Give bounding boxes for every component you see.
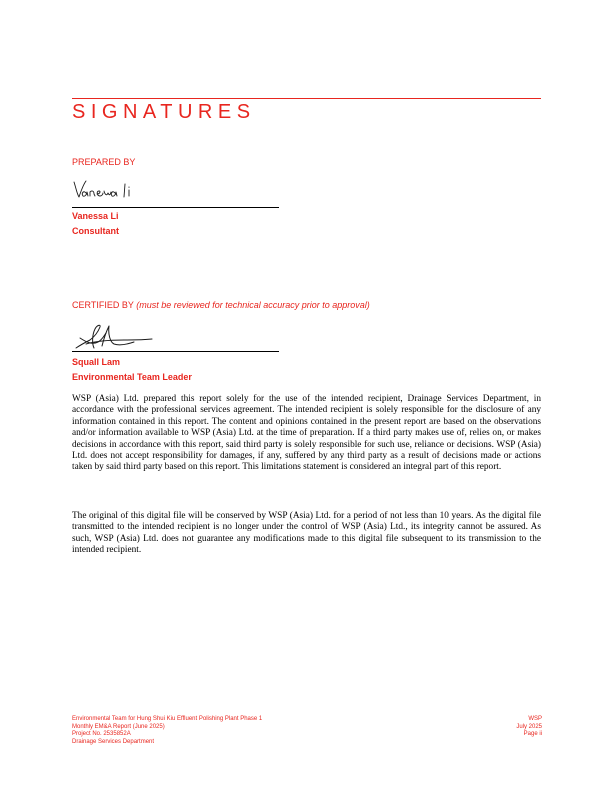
footer-project-title: Environmental Team for Hung Shui Kiu Effluent Polishing Plant Phase 1 <box>72 716 263 722</box>
section-title: SIGNATURES <box>72 101 256 123</box>
squall-lam-signature <box>72 320 162 354</box>
digital-file-paragraph: The original of this digital file will be conserved by WSP (Asia) Ltd. for a period of not less than 10 years. As the digital file transmitted to the intended recipient is no longer under the control of WSP (Asia) Ltd., its integrity cannot be assured. As such, WSP (Asia) Ltd. does not guarantee any modifications made to this digital file subsequent to its transmission to the intended recipient. <box>72 511 541 556</box>
limitations-paragraph: WSP (Asia) Ltd. prepared this report solely for the use of the intended recipient, Drainage Services Department, in accordance with the professional services agreement. The intended recipient is solely responsible for the disclosure of any information contained in this report. The content and opinions contained in the present report are based on the observations and/or information available to WSP (Asia) Ltd. at the time of preparation. If a third party makes use of, relies on, or makes decisions in accordance with this report, said third party is solely responsible for such use, reliance or decisions. WSP (Asia) Ltd. does not accept responsibility for damages, if any, suffered by any third party as a result of decisions made or actions taken by said third party based on this report. This limitations statement is considered an integral part of this report. <box>72 394 541 473</box>
prepared-role: Consultant <box>72 226 119 236</box>
footer-report-name: Monthly EM&A Report (June 2025) <box>72 723 165 730</box>
certified-by-label <box>72 300 370 311</box>
prepared-name: Vanessa Li <box>72 211 119 221</box>
footer-left <box>72 716 262 746</box>
certified-by-label-text: CERTIFIED BY <box>72 300 134 310</box>
vanessa-li-signature <box>72 176 142 202</box>
footer-project-number: Project No. 2535852A <box>72 731 131 737</box>
footer-client: Drainage Services Department <box>72 738 155 745</box>
footer-page-number: Page ii <box>523 731 542 737</box>
title-rule <box>72 98 541 99</box>
certified-signature-line <box>72 351 279 352</box>
footer-date: July 2025 <box>516 723 542 730</box>
prepared-signature-line <box>72 207 279 208</box>
certified-name: Squall Lam <box>72 357 121 367</box>
footer-right <box>516 716 542 739</box>
prepared-signatory <box>72 209 119 239</box>
certified-by-note: (must be reviewed for technical accuracy prior to approval) <box>136 300 370 310</box>
certified-role: Environmental Team Leader <box>72 372 192 382</box>
prepared-by-label: PREPARED BY <box>72 157 136 167</box>
footer-company: WSP <box>528 716 542 722</box>
certified-signatory <box>72 355 192 385</box>
